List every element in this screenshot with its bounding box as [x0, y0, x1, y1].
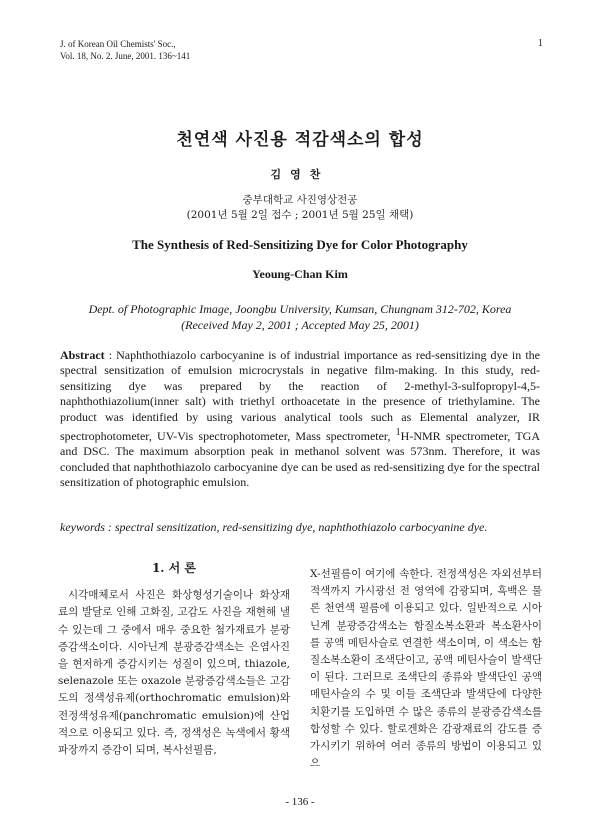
- body-column-left: [58, 560, 290, 759]
- body-paragraph-left: 시각매체로서 사진은 화상형성기술이나 화상재료의 발달로 인해 고화질, 고감도 사진을 재현해 낼 수 있는데 그 중에서 매우 중요한 첨가재료가 분광증감색소이다. 시아닌계 분광증감색소는 은염사진을 현저하게 증감시키는 성질이 있으며, thiazole, selenazole 또는 oxazole 분광증감색소들은 고감도의 정색성유제(orthochromatic emulsion)와 전정색성유제(panchromatic emulsion)에 산업적으로 이용되고 있다. 즉, 정색성은 녹색에서 황색파장까지 증감이 되며, 복사선필름,: [58, 589, 290, 757]
- affiliation-english: Dept. of Photographic Image, Joongbu University, Kumsan, Chungnam 312-702, Korea: [88, 302, 512, 316]
- abstract-superscript: 1: [395, 427, 401, 439]
- header-page-number: 1: [538, 38, 543, 49]
- section-title-introduction: 1. 서 론: [151, 561, 197, 575]
- abstract-text-part1: : Naphthothiazolo carbocyanine is of industrial importance as red-sensitizing dye in the spectral sensitization of emulsion microcrystals in negative film-making. In this study, red-sensitizing dye was prepared by the reaction of 2-methyl-3-sulfopropyl-4,5-naphthothiazolium(inner salt) with triethyl orthoacetate in the presence of triethylamine. The product was identified by using various analytical tools such as Elemental analyzer, IR spectrophotometer, UV-Vis spectrophotometer, Mass spectrometer,: [60, 348, 540, 444]
- dates-korean: (2001년 5월 2일 접수 ; 2001년 5월 25일 채택): [186, 209, 414, 221]
- author-english: Yeoung-Chan Kim: [252, 267, 348, 281]
- journal-header: [60, 38, 190, 62]
- title-english: The Synthesis of Red-Sensitizing Dye for Color Photography: [132, 237, 468, 252]
- received-dates-english: (Received May 2, 2001 ; Accepted May 25, 2001): [181, 318, 419, 332]
- footer-page-number: - 136 -: [285, 796, 315, 808]
- title-korean: 천연색 사진용 적감색소의 합성: [176, 130, 424, 150]
- abstract: [60, 348, 540, 491]
- affiliation-korean: 중부대학교 사진영상전공: [242, 194, 358, 206]
- body-column-right: [310, 566, 542, 772]
- journal-line-1: J. of Korean Oil Chemists' Soc.,: [60, 39, 176, 49]
- author-korean: 김영찬: [270, 168, 330, 181]
- abstract-text-part2: H-NMR spectrometer, TGA and DSC. The maximum absorption peak in methanol solvent was 573nm. Therefore, it was concluded that naphthothiazolo carbocyanine dye can be used as red-sensitizing dye for the spectral sensitization of photographic emulsion.: [60, 429, 540, 490]
- body-paragraph-right: X-선필름이 여기에 속한다. 전정색성은 자외선부터 적색까지 가시광선 전 영역에 감광되며, 흑백은 물론 천연색 필름에 이용되고 있다. 일반적으로 시아닌계 분광증감색소는 함질소복소환과 복소환사이를 공액 메틴사슬로 연결한 색소이며, 이 색소는 함질소복소환이 조색단이고, 공액 메틴사슬이 발색단이 된다. 그러므로 조색단의 종류와 발색단인 공액 메틴사슬의 수 및 이들 조색단과 발색단에 다양한 치환기를 도입하면 수 많은 종류의 분광증감색소를 합성할 수 있다. 할로겐화은 감광재료의 감도를 증가시키기 위하여 여러 종류의 방법이 이용되고 있으: [310, 568, 542, 770]
- abstract-label: Abstract: [60, 348, 105, 362]
- keywords: keywords : spectral sensitization, red-sensitizing dye, naphthothiazolo carbocyanine dye.: [60, 520, 488, 534]
- journal-line-2: Vol. 18, No. 2. June, 2001. 136~141: [60, 51, 191, 61]
